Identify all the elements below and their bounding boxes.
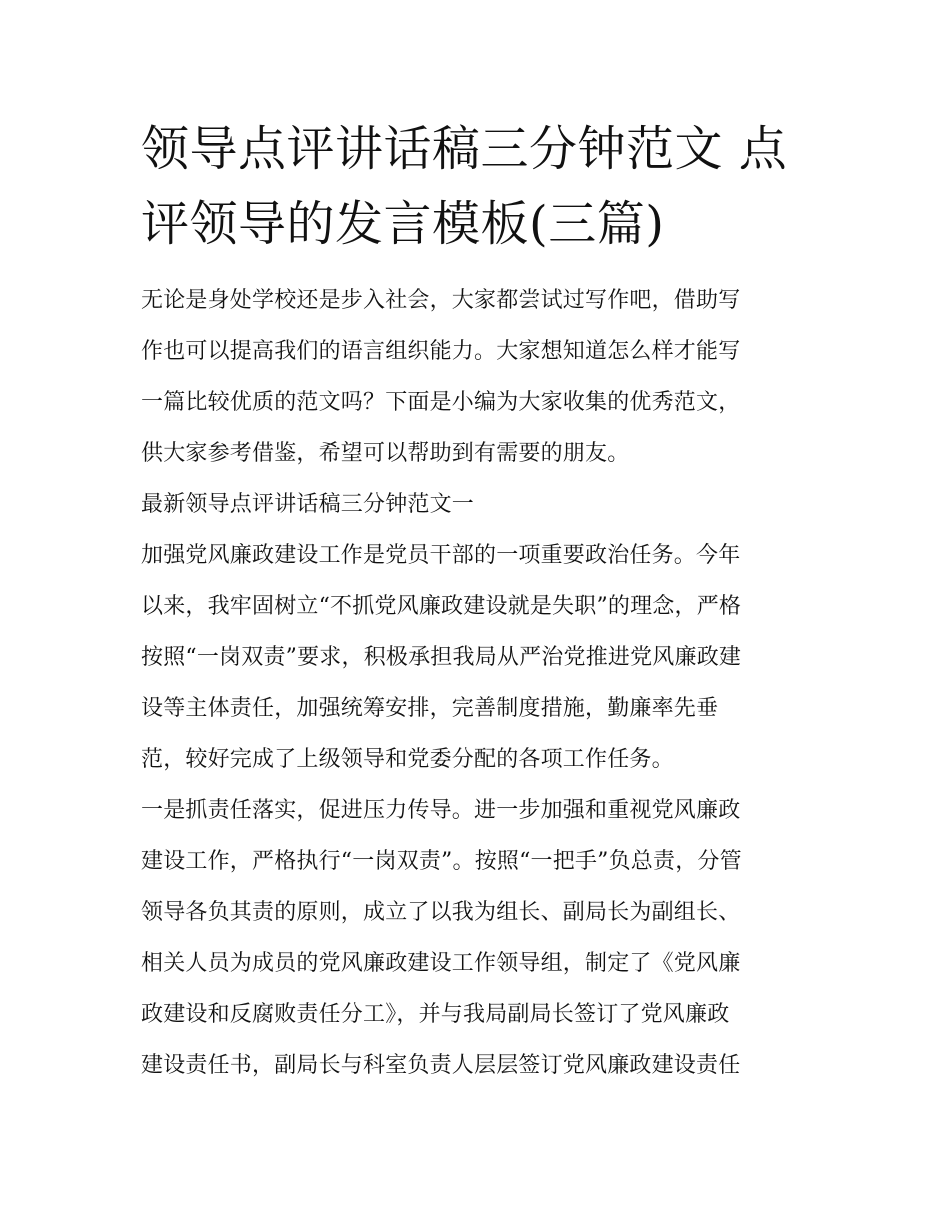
body-paragraph-2 bbox=[141, 785, 813, 1091]
text-line: 加强党风廉政建设工作是党员干部的一项重要政治任务。今年 bbox=[141, 543, 741, 568]
title-line: 评领导的发言模板(三篇) bbox=[141, 196, 665, 252]
title-line: 领导点评讲话稿三分钟范文 点 bbox=[141, 121, 788, 177]
body-paragraph-1 bbox=[141, 530, 813, 785]
text-line: 一是抓责任落实，促进压力传导。进一步加强和重视党风廉政 bbox=[141, 798, 741, 823]
text-line: 供大家参考借鉴，希望可以帮助到有需要的朋友。 bbox=[141, 441, 630, 466]
text-line: 领导各负其责的原则，成立了以我为组长、副局长为副组长、 bbox=[141, 900, 741, 925]
text-line: 建设工作，严格执行“一岗双责”。按照“一把手”负总责，分管 bbox=[141, 849, 742, 874]
document-title bbox=[141, 112, 813, 262]
text-line: 政建设和反腐败责任分工》，并与我局副局长签订了党风廉政 bbox=[141, 1002, 730, 1027]
text-line: 按照“一岗双责”要求，积极承担我局从严治党推进党风廉政建 bbox=[141, 645, 742, 670]
intro-paragraph bbox=[141, 275, 813, 479]
document-page bbox=[141, 112, 813, 1091]
text-line: 作也可以提高我们的语言组织能力。大家想知道怎么样才能写 bbox=[141, 339, 741, 364]
text-line: 相关人员为成员的党风廉政建设工作领导组，制定了《党风廉 bbox=[141, 951, 741, 976]
text-line: 范，较好完成了上级领导和党委分配的各项工作任务。 bbox=[141, 747, 674, 772]
text-line: 一篇比较优质的范文吗？下面是小编为大家收集的优秀范文， bbox=[141, 390, 741, 415]
text-line: 以来，我牢固树立“不抓党风廉政建设就是失职”的理念，严格 bbox=[141, 594, 742, 619]
text-line: 设等主体责任，加强统筹安排，完善制度措施，勤廉率先垂 bbox=[141, 696, 719, 721]
text-line: 建设责任书，副局长与科室负责人层层签订党风廉政建设责任 bbox=[141, 1053, 741, 1078]
text-line: 无论是身处学校还是步入社会，大家都尝试过写作吧，借助写 bbox=[141, 288, 741, 313]
section-heading bbox=[141, 479, 813, 530]
text-line: 最新领导点评讲话稿三分钟范文一 bbox=[141, 492, 475, 517]
